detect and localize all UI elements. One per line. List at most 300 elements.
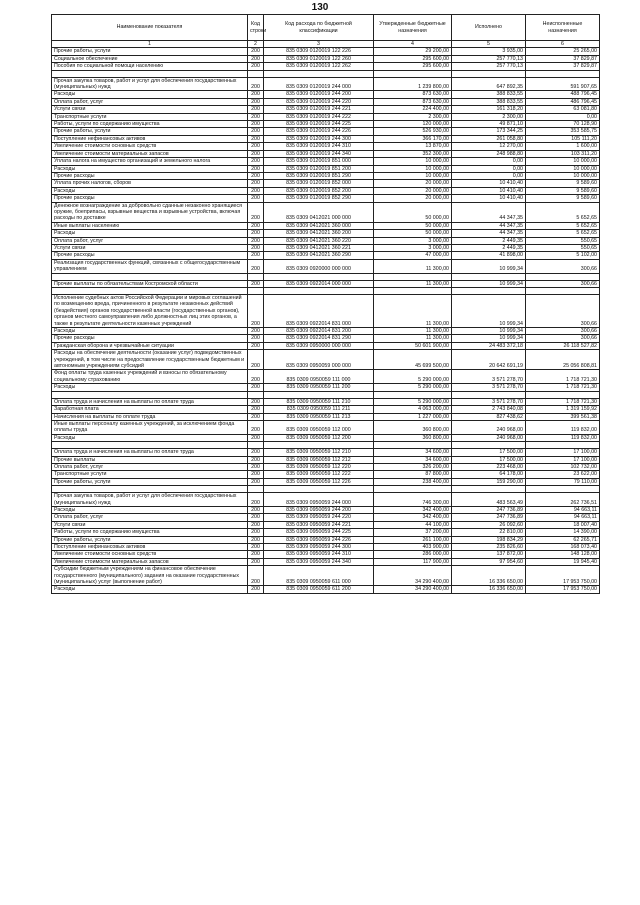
row-name-cell: Увеличение стоимости основных средств xyxy=(52,143,248,150)
row-approved-cell: 1 239 800,00 xyxy=(374,77,452,91)
row-name-cell: Услуги связи xyxy=(52,244,248,251)
spacer-row xyxy=(52,391,600,398)
row-name-cell: Расходы на обеспечение деятельности (оказание услуг) подведомственных учреждений, в том числе на предоставление государственным бюджетным и автономным учреждениям субсидий xyxy=(52,350,248,370)
row-executed-cell: 10 410,40 xyxy=(452,180,526,187)
row-name-cell: Услуги связи xyxy=(52,521,248,528)
row-approved-cell: 13 870,00 xyxy=(374,143,452,150)
row-unexecuted-cell: 94 663,11 xyxy=(526,514,600,521)
row-unexecuted-cell: 9 589,60 xyxy=(526,187,600,194)
table-row xyxy=(52,237,600,244)
row-code-cell: 835 0309 0950059 244 310 xyxy=(264,551,374,558)
row-name-cell: Расходы xyxy=(52,165,248,172)
row-executed-cell: 235 826,60 xyxy=(452,544,526,551)
row-line-cell: 200 xyxy=(248,514,264,521)
row-line-cell: 200 xyxy=(248,506,264,513)
row-name-cell xyxy=(52,273,248,280)
row-code-cell: 835 0309 0950059 112 200 xyxy=(264,434,374,441)
row-unexecuted-cell: 168 073,40 xyxy=(526,544,600,551)
row-name-cell: Прочие работы, услуги xyxy=(52,48,248,55)
table-row xyxy=(52,463,600,470)
row-code-cell: 835 0309 0950059 000 000 xyxy=(264,350,374,370)
row-unexecuted-cell: 300,66 xyxy=(526,335,600,342)
row-name-cell: Уплата прочих налогов, сборов xyxy=(52,180,248,187)
row-line-cell: 200 xyxy=(248,158,264,165)
row-approved-cell: 873 630,00 xyxy=(374,98,452,105)
row-code-cell: 835 0309 0412021 360 221 xyxy=(264,244,374,251)
row-unexecuted-cell xyxy=(526,273,600,280)
row-name-cell: Оплата труда и начисления на выплаты по оплате труда xyxy=(52,398,248,405)
row-name-cell: Прочие выплаты xyxy=(52,456,248,463)
table-row xyxy=(52,370,600,384)
table-row xyxy=(52,342,600,349)
row-executed-cell: 2 449,35 xyxy=(452,244,526,251)
table-row xyxy=(52,514,600,521)
row-line-cell: 200 xyxy=(248,478,264,485)
row-approved-cell: 34 600,00 xyxy=(374,449,452,456)
row-unexecuted-cell: 94 663,11 xyxy=(526,506,600,513)
column-number-row xyxy=(52,41,600,48)
row-unexecuted-cell: 148 128,00 xyxy=(526,551,600,558)
table-row xyxy=(52,456,600,463)
table-row xyxy=(52,566,600,586)
row-line-cell: 200 xyxy=(248,398,264,405)
row-unexecuted-cell: 399 561,38 xyxy=(526,413,600,420)
row-code-cell: 835 0309 0950059 244 220 xyxy=(264,514,374,521)
row-name-cell: Денежное вознаграждение за добровольно сданные незаконно хранящиеся оружие, боеприпасы, взрывные вещества и взрывные устройства, включая расходы по доставке xyxy=(52,202,248,222)
row-approved-cell: 360 800,00 xyxy=(374,420,452,434)
row-line-cell xyxy=(248,70,264,77)
header-unexecuted: Неисполненные назначения xyxy=(526,15,600,41)
row-code-cell: 835 0309 0920000 000 000 xyxy=(264,259,374,273)
row-approved-cell xyxy=(374,391,452,398)
column-number: 5 xyxy=(452,41,526,48)
row-approved-cell: 403 900,00 xyxy=(374,544,452,551)
row-line-cell: 200 xyxy=(248,230,264,237)
row-name-cell xyxy=(52,288,248,295)
row-line-cell: 200 xyxy=(248,172,264,179)
row-executed-cell: 3 571 278,70 xyxy=(452,384,526,391)
row-code-cell: 835 0309 0120019 244 300 xyxy=(264,135,374,142)
row-unexecuted-cell xyxy=(526,288,600,295)
row-approved-cell: 526 930,00 xyxy=(374,128,452,135)
row-approved-cell xyxy=(374,273,452,280)
row-approved-cell: 746 300,00 xyxy=(374,493,452,507)
row-approved-cell: 342 400,00 xyxy=(374,506,452,513)
row-executed-cell: 240 968,00 xyxy=(452,434,526,441)
row-code-cell: 835 0309 0950059 244 000 xyxy=(264,493,374,507)
row-name-cell: Реализация государственных функций, связанных с общегосударственным управлением xyxy=(52,259,248,273)
row-executed-cell: 137 872,00 xyxy=(452,551,526,558)
row-code-cell: 835 0309 0950059 611 000 xyxy=(264,566,374,586)
row-approved-cell: 5 290 000,00 xyxy=(374,398,452,405)
row-code-cell: 835 0309 0412021 000 000 xyxy=(264,202,374,222)
table-row xyxy=(52,471,600,478)
row-executed-cell: 10 999,34 xyxy=(452,280,526,287)
row-unexecuted-cell: 300,66 xyxy=(526,259,600,273)
row-unexecuted-cell: 17 953 750,00 xyxy=(526,566,600,586)
row-code-cell: 835 0309 0120019 244 200 xyxy=(264,91,374,98)
row-line-cell: 200 xyxy=(248,493,264,507)
row-executed-cell xyxy=(452,442,526,449)
row-approved-cell: 87 800,00 xyxy=(374,471,452,478)
row-executed-cell: 0,00 xyxy=(452,172,526,179)
row-name-cell: Уплата налога на имущество организаций и земельного налога xyxy=(52,158,248,165)
row-unexecuted-cell: 17 100,00 xyxy=(526,456,600,463)
spacer-row xyxy=(52,442,600,449)
table-row xyxy=(52,434,600,441)
table-row xyxy=(52,91,600,98)
row-executed-cell: 261 058,80 xyxy=(452,135,526,142)
table-row xyxy=(52,230,600,237)
row-name-cell xyxy=(52,70,248,77)
row-name-cell: Субсидии бюджетным учреждениям на финансовое обеспечение государственного (муниципального) задания на оказание государственных (муниципальных) услуг (выполнение работ) xyxy=(52,566,248,586)
row-executed-cell: 3 571 278,70 xyxy=(452,370,526,384)
table-row xyxy=(52,106,600,113)
row-line-cell: 200 xyxy=(248,586,264,593)
row-unexecuted-cell: 26 118 527,82 xyxy=(526,342,600,349)
row-unexecuted-cell xyxy=(526,486,600,493)
row-unexecuted-cell: 5 652,65 xyxy=(526,222,600,229)
row-executed-cell: 10 999,34 xyxy=(452,335,526,342)
row-executed-cell: 3 571 278,70 xyxy=(452,398,526,405)
row-executed-cell xyxy=(452,288,526,295)
table-row xyxy=(52,586,600,593)
row-name-cell: Заработная плата xyxy=(52,406,248,413)
row-approved-cell: 11 300,00 xyxy=(374,295,452,328)
row-name-cell: Прочие работы, услуги xyxy=(52,128,248,135)
row-line-cell: 200 xyxy=(248,384,264,391)
row-line-cell xyxy=(248,486,264,493)
row-unexecuted-cell: 18 007,40 xyxy=(526,521,600,528)
header-executed: Исполнено xyxy=(452,15,526,41)
row-code-cell xyxy=(264,70,374,77)
table-row xyxy=(52,384,600,391)
row-code-cell: 835 0309 0412021 360 200 xyxy=(264,230,374,237)
row-code-cell: 835 0309 0120019 244 221 xyxy=(264,106,374,113)
row-name-cell: Прочие выплаты по обязательствам Костромской области xyxy=(52,280,248,287)
row-code-cell: 835 0309 0120019 122 260 xyxy=(264,55,374,62)
row-line-cell: 200 xyxy=(248,328,264,335)
row-executed-cell: 2 449,35 xyxy=(452,237,526,244)
table-row xyxy=(52,406,600,413)
row-line-cell: 200 xyxy=(248,456,264,463)
row-name-cell: Поступление нефинансовых активов xyxy=(52,135,248,142)
row-executed-cell: 49 871,10 xyxy=(452,121,526,128)
row-unexecuted-cell: 550,65 xyxy=(526,244,600,251)
row-unexecuted-cell: 10 000,00 xyxy=(526,165,600,172)
row-line-cell: 200 xyxy=(248,280,264,287)
row-code-cell: 835 0309 0950059 111 000 xyxy=(264,370,374,384)
row-approved-cell: 120 000,00 xyxy=(374,121,452,128)
table-row xyxy=(52,63,600,70)
row-approved-cell: 873 630,00 xyxy=(374,91,452,98)
row-approved-cell: 11 300,00 xyxy=(374,259,452,273)
row-approved-cell: 34 290 400,00 xyxy=(374,566,452,586)
row-unexecuted-cell: 70 128,90 xyxy=(526,121,600,128)
row-name-cell: Иные выплаты населению xyxy=(52,222,248,229)
row-name-cell: Оплата работ, услуг xyxy=(52,514,248,521)
row-line-cell: 200 xyxy=(248,55,264,62)
row-executed-cell: 22 810,00 xyxy=(452,529,526,536)
row-code-cell: 835 0309 0120019 122 226 xyxy=(264,48,374,55)
row-code-cell xyxy=(264,391,374,398)
row-approved-cell: 20 000,00 xyxy=(374,180,452,187)
row-approved-cell: 10 000,00 xyxy=(374,165,452,172)
row-executed-cell: 0,00 xyxy=(452,165,526,172)
budget-execution-table xyxy=(51,14,600,594)
spacer-row xyxy=(52,486,600,493)
table-row xyxy=(52,420,600,434)
row-code-cell: 835 0309 0950059 111 211 xyxy=(264,406,374,413)
row-line-cell: 200 xyxy=(248,252,264,259)
row-approved-cell: 45 699 500,00 xyxy=(374,350,452,370)
table-row xyxy=(52,544,600,551)
row-unexecuted-cell: 1 718 721,30 xyxy=(526,370,600,384)
row-approved-cell: 34 600,00 xyxy=(374,456,452,463)
row-unexecuted-cell: 10 000,00 xyxy=(526,172,600,179)
row-executed-cell: 827 438,62 xyxy=(452,413,526,420)
row-executed-cell: 24 483 372,18 xyxy=(452,342,526,349)
row-executed-cell: 3 935,00 xyxy=(452,48,526,55)
row-executed-cell: 20 642 691,19 xyxy=(452,350,526,370)
row-unexecuted-cell: 5 652,65 xyxy=(526,202,600,222)
row-name-cell: Прочие расходы xyxy=(52,195,248,202)
row-executed-cell: 198 834,29 xyxy=(452,536,526,543)
row-approved-cell: 50 601 900,00 xyxy=(374,342,452,349)
row-code-cell: 835 0309 0120019 244 222 xyxy=(264,113,374,120)
row-code-cell: 835 0309 0950059 111 213 xyxy=(264,413,374,420)
row-code-cell: 835 0309 0120019 852 200 xyxy=(264,187,374,194)
row-unexecuted-cell xyxy=(526,391,600,398)
row-executed-cell: 44 347,35 xyxy=(452,202,526,222)
row-approved-cell: 20 000,00 xyxy=(374,195,452,202)
row-approved-cell: 20 000,00 xyxy=(374,187,452,194)
row-line-cell: 200 xyxy=(248,106,264,113)
row-unexecuted-cell: 300,66 xyxy=(526,328,600,335)
row-code-cell: 835 0309 0950059 112 000 xyxy=(264,420,374,434)
table-row xyxy=(52,202,600,222)
row-unexecuted-cell: 19 945,40 xyxy=(526,558,600,565)
table-row xyxy=(52,506,600,513)
column-number: 4 xyxy=(374,41,452,48)
row-code-cell: 835 0309 0922014 000 000 xyxy=(264,280,374,287)
row-approved-cell: 5 290 000,00 xyxy=(374,370,452,384)
row-code-cell: 835 0309 0950059 611 200 xyxy=(264,586,374,593)
row-code-cell: 835 0309 0120019 244 310 xyxy=(264,143,374,150)
row-code-cell: 835 0309 0120019 852 290 xyxy=(264,195,374,202)
table-row xyxy=(52,350,600,370)
row-executed-cell: 173 344,25 xyxy=(452,128,526,135)
row-approved-cell: 11 300,00 xyxy=(374,335,452,342)
row-executed-cell: 16 336 650,00 xyxy=(452,586,526,593)
row-line-cell: 200 xyxy=(248,128,264,135)
row-executed-cell xyxy=(452,273,526,280)
row-code-cell xyxy=(264,442,374,449)
column-number: 3 xyxy=(264,41,374,48)
table-row xyxy=(52,187,600,194)
row-name-cell: Прочие расходы xyxy=(52,172,248,179)
row-executed-cell: 10 999,34 xyxy=(452,328,526,335)
row-code-cell: 835 0309 0950059 111 200 xyxy=(264,384,374,391)
table-row xyxy=(52,113,600,120)
row-executed-cell: 647 892,35 xyxy=(452,77,526,91)
table-row xyxy=(52,335,600,342)
row-line-cell: 200 xyxy=(248,98,264,105)
row-code-cell: 835 0309 0120019 244 226 xyxy=(264,128,374,135)
table-row xyxy=(52,158,600,165)
table-row xyxy=(52,493,600,507)
row-line-cell: 200 xyxy=(248,434,264,441)
table-row xyxy=(52,244,600,251)
row-unexecuted-cell xyxy=(526,442,600,449)
row-line-cell: 200 xyxy=(248,558,264,565)
row-executed-cell: 44 347,35 xyxy=(452,222,526,229)
row-line-cell: 200 xyxy=(248,420,264,434)
column-number: 6 xyxy=(526,41,600,48)
header-approved: Утвержденные бюджетные назначения xyxy=(374,15,452,41)
row-name-cell: Расходы xyxy=(52,434,248,441)
row-line-cell: 200 xyxy=(248,449,264,456)
row-code-cell: 835 0309 0120019 122 262 xyxy=(264,63,374,70)
table-row xyxy=(52,551,600,558)
row-code-cell: 835 0309 0950059 112 226 xyxy=(264,478,374,485)
row-code-cell: 835 0309 0950059 244 340 xyxy=(264,558,374,565)
row-approved-cell: 50 000,00 xyxy=(374,230,452,237)
row-unexecuted-cell: 62 265,71 xyxy=(526,536,600,543)
row-approved-cell: 2 300,00 xyxy=(374,113,452,120)
table-row xyxy=(52,259,600,273)
row-code-cell xyxy=(264,273,374,280)
table-row xyxy=(52,128,600,135)
row-executed-cell: 64 178,00 xyxy=(452,471,526,478)
row-executed-cell: 44 347,35 xyxy=(452,230,526,237)
row-name-cell: Транспортные услуги xyxy=(52,471,248,478)
row-approved-cell: 295 600,00 xyxy=(374,63,452,70)
row-unexecuted-cell: 17 100,00 xyxy=(526,449,600,456)
row-line-cell: 200 xyxy=(248,195,264,202)
row-line-cell: 200 xyxy=(248,350,264,370)
header-budget-code: Код расхода по бюджетной классификации xyxy=(264,15,374,41)
row-approved-cell: 3 000,00 xyxy=(374,237,452,244)
row-line-cell: 200 xyxy=(248,544,264,551)
row-unexecuted-cell: 105 111,20 xyxy=(526,135,600,142)
row-approved-cell: 11 300,00 xyxy=(374,280,452,287)
row-code-cell: 835 0309 0950059 112 210 xyxy=(264,449,374,456)
row-unexecuted-cell: 1 718 721,30 xyxy=(526,398,600,405)
row-executed-cell: 12 270,00 xyxy=(452,143,526,150)
table-row xyxy=(52,413,600,420)
row-executed-cell: 159 290,00 xyxy=(452,478,526,485)
row-line-cell xyxy=(248,391,264,398)
column-number: 1 xyxy=(52,41,248,48)
row-unexecuted-cell: 37 829,87 xyxy=(526,55,600,62)
row-approved-cell xyxy=(374,486,452,493)
row-name-cell: Расходы xyxy=(52,506,248,513)
row-executed-cell: 26 092,60 xyxy=(452,521,526,528)
row-code-cell: 835 0309 0950000 000 000 xyxy=(264,342,374,349)
row-name-cell: Прочие расходы xyxy=(52,252,248,259)
row-executed-cell: 16 336 650,00 xyxy=(452,566,526,586)
row-line-cell: 200 xyxy=(248,521,264,528)
table-row xyxy=(52,280,600,287)
row-approved-cell: 1 227 000,00 xyxy=(374,413,452,420)
row-name-cell: Оплата работ, услуг xyxy=(52,98,248,105)
row-unexecuted-cell xyxy=(526,70,600,77)
row-code-cell: 835 0309 0950059 244 225 xyxy=(264,529,374,536)
row-approved-cell: 44 100,00 xyxy=(374,521,452,528)
table-row xyxy=(52,558,600,565)
row-name-cell: Поступление нефинансовых активов xyxy=(52,544,248,551)
row-unexecuted-cell: 550,65 xyxy=(526,237,600,244)
table-row xyxy=(52,328,600,335)
row-code-cell: 835 0309 0120019 244 340 xyxy=(264,150,374,157)
row-name-cell: Оплата работ, услуг xyxy=(52,463,248,470)
row-line-cell: 200 xyxy=(248,471,264,478)
row-code-cell: 835 0309 0950059 244 300 xyxy=(264,544,374,551)
row-unexecuted-cell: 300,66 xyxy=(526,295,600,328)
row-unexecuted-cell: 9 589,60 xyxy=(526,195,600,202)
row-unexecuted-cell: 37 829,87 xyxy=(526,63,600,70)
row-name-cell: Социальное обеспечение xyxy=(52,55,248,62)
row-line-cell: 200 xyxy=(248,551,264,558)
table-body xyxy=(52,48,600,593)
row-unexecuted-cell: 488 796,45 xyxy=(526,91,600,98)
spacer-row xyxy=(52,70,600,77)
row-line-cell: 200 xyxy=(248,259,264,273)
row-executed-cell: 10 410,40 xyxy=(452,195,526,202)
row-name-cell: Работы, услуги по содержанию имущества xyxy=(52,529,248,536)
row-line-cell: 200 xyxy=(248,222,264,229)
row-line-cell xyxy=(248,288,264,295)
row-executed-cell: 257 770,13 xyxy=(452,55,526,62)
row-executed-cell: 41 898,00 xyxy=(452,252,526,259)
table-row xyxy=(52,172,600,179)
row-approved-cell: 360 800,00 xyxy=(374,434,452,441)
row-executed-cell xyxy=(452,391,526,398)
row-executed-cell: 388 833,55 xyxy=(452,98,526,105)
row-executed-cell: 248 988,80 xyxy=(452,150,526,157)
header-name: Наименование показателя xyxy=(52,15,248,41)
row-executed-cell: 247 736,89 xyxy=(452,506,526,513)
table-row xyxy=(52,521,600,528)
row-line-cell: 200 xyxy=(248,180,264,187)
row-name-cell: Исполнение судебных актов Российской Федерации и мировых соглашений по возмещению вреда, причиненного в результате незаконных действий (бездействия) органов государственной власти (государственных органов), органов местного самоуправления либо должностных лиц этих органов, а также в результате деятельности казенных учреждений xyxy=(52,295,248,328)
row-line-cell: 200 xyxy=(248,370,264,384)
row-line-cell: 200 xyxy=(248,63,264,70)
row-code-cell: 835 0309 0120019 851 200 xyxy=(264,165,374,172)
row-name-cell xyxy=(52,391,248,398)
row-approved-cell: 29 200,00 xyxy=(374,48,452,55)
row-line-cell: 200 xyxy=(248,202,264,222)
row-executed-cell: 2 300,00 xyxy=(452,113,526,120)
row-executed-cell: 483 563,49 xyxy=(452,493,526,507)
row-unexecuted-cell: 119 832,00 xyxy=(526,434,600,441)
row-executed-cell: 97 954,60 xyxy=(452,558,526,565)
row-line-cell: 200 xyxy=(248,463,264,470)
row-name-cell xyxy=(52,486,248,493)
row-unexecuted-cell: 10 000,00 xyxy=(526,158,600,165)
row-approved-cell: 50 000,00 xyxy=(374,202,452,222)
row-executed-cell: 17 500,00 xyxy=(452,456,526,463)
row-code-cell: 835 0309 0120019 244 220 xyxy=(264,98,374,105)
row-executed-cell: 0,00 xyxy=(452,158,526,165)
row-unexecuted-cell: 5 652,65 xyxy=(526,230,600,237)
row-name-cell: Оплата труда и начисления на выплаты по оплате труда xyxy=(52,449,248,456)
row-code-cell: 835 0309 0922014 831 290 xyxy=(264,335,374,342)
row-name-cell: Прочая закупка товаров, работ и услуг для обеспечения государственных (муниципальных) нужд xyxy=(52,77,248,91)
table-row xyxy=(52,121,600,128)
spacer-row xyxy=(52,288,600,295)
